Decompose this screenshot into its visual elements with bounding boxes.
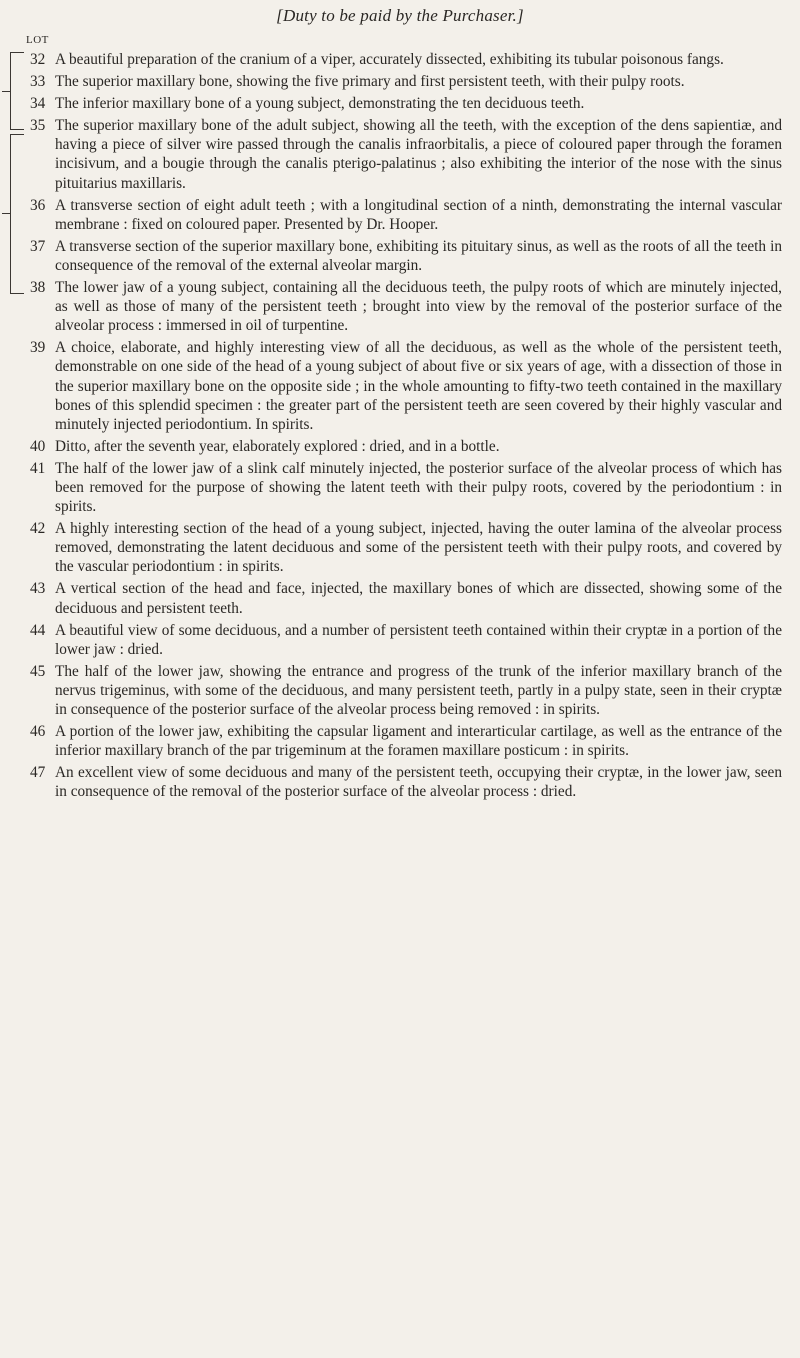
lot-number: 47 — [30, 764, 46, 782]
lot-entry — [30, 116, 782, 192]
page-header: [Duty to be paid by the Purchaser.] — [276, 6, 524, 25]
lot-number: 44 — [30, 621, 46, 639]
lot-group-brace-tip — [2, 91, 10, 92]
lot-entry — [30, 621, 782, 659]
lot-number: 38 — [30, 279, 46, 297]
lot-entry — [30, 722, 782, 760]
lot-number: 32 — [30, 51, 46, 68]
lot-entry — [30, 459, 782, 516]
lot-group-brace-32-33 — [10, 52, 24, 130]
lot-description: Ditto, after the seventh year, elaborately explored : dried, and in a bottle. — [55, 437, 500, 455]
lot-group-brace-34-35 — [10, 134, 24, 294]
lot-number: 41 — [30, 459, 46, 477]
lot-description: A vertical section of the head and face, injected, the maxillary bones of which are dissected, showing some of the deciduous and persistent teeth. — [55, 580, 782, 617]
lot-description: A choice, elaborate, and highly interesting view of all the deciduous, as well as the whole of the persistent teeth, demonstrable on one side of the head of a young subject of about five or six years of age, with a dissection of those in the superior maxillary bone on the opposite side ; in the whole amounting to fifty-two teeth contained in the maxillary bones of this splendid specimen : the greater part of the persistent teeth are seen covered by their highly vascular and minutely injected periodontium. In spirits. — [55, 339, 782, 433]
lot-description: The inferior maxillary bone of a young subject, demonstrating the ten deciduous teeth. — [55, 95, 585, 113]
lot-column-label: LOT — [26, 34, 49, 46]
lot-number: 34 — [30, 95, 46, 113]
lot-number: 43 — [30, 580, 46, 598]
lot-entry — [30, 196, 782, 234]
lot-description: The superior maxillary bone, showing the five primary and first persistent teeth, with their pulpy roots. — [55, 73, 685, 91]
lot-description: The superior maxillary bone of the adult subject, showing all the teeth, with the exception of the dens sapientiæ, and having a piece of silver wire passed through the canalis infraorbitalis, a piece of coloured paper through the foramen incisivum, and a bougie through the canalis pterigo-palatinus ; also exhibiting the interior of the nose with the sinus pituitarius maxillaris. — [55, 117, 782, 192]
lot-entry — [30, 72, 782, 91]
lot-entry — [30, 763, 782, 801]
lot-number: 36 — [30, 196, 46, 214]
lot-description: A transverse section of eight adult teeth ; with a longitudinal section of a ninth, demonstrating the internal vascular membrane : fixed on coloured paper. Presented by Dr. Hooper. — [55, 196, 782, 233]
lot-entry — [30, 519, 782, 576]
lot-entry — [30, 94, 782, 113]
lot-entry — [30, 662, 782, 719]
lot-entry — [30, 50, 782, 69]
lot-description: The half of the lower jaw, showing the entrance and progress of the trunk of the inferior maxillary branch of the nervus trigeminus, with some of the deciduous, and many persistent teeth, partly in a pulpy state, seen in their cryptæ in consequence of the posterior surface of the alveolar process being removed : in spirits. — [55, 662, 782, 718]
lot-description: A transverse section of the superior maxillary bone, exhibiting its pituitary sinus, as well as the roots of all the teeth in consequence of the removal of the external alveolar margin. — [55, 237, 782, 274]
lot-entry — [30, 278, 782, 335]
lot-number: 45 — [30, 662, 46, 680]
lot-number: 42 — [30, 520, 46, 538]
lot-number: 39 — [30, 339, 46, 357]
lot-description: A beautiful view of some deciduous, and a number of persistent teeth contained within their cryptæ in a portion of the lower jaw : dried. — [55, 621, 782, 658]
lot-description: A portion of the lower jaw, exhibiting the capsular ligament and interarticular cartilage, as well as the entrance of the inferior maxillary branch of the par trigeminum at the foramen maxillare posticum : in spirits. — [55, 723, 782, 760]
lot-number: 40 — [30, 437, 46, 455]
lot-entry — [30, 237, 782, 275]
lot-entries — [30, 50, 782, 804]
lot-entry — [30, 437, 782, 456]
lot-description: A beautiful preparation of the cranium of a viper, accurately dissected, exhibiting its tubular poisonous fangs. — [55, 51, 724, 68]
lot-number: 33 — [30, 73, 46, 91]
lot-description: The lower jaw of a young subject, containing all the deciduous teeth, the pulpy roots of which are minutely injected, as well as those of many of the persistent teeth ; brought into view by the removal of the posterior surface of the alveolar process : immersed in oil of turpentine. — [55, 279, 782, 335]
lot-number: 35 — [30, 117, 46, 135]
lot-description: A highly interesting section of the head of a young subject, injected, having the outer lamina of the alveolar process removed, demonstrating the latent deciduous and some of the persistent teeth with their pulpy roots, and covered by the vascular periodontium : in spirits. — [55, 520, 782, 576]
lot-group-brace-tip — [2, 213, 10, 214]
lot-entry — [30, 338, 782, 433]
lot-description: An excellent view of some deciduous and many of the persistent teeth, occupying their cryptæ, in the lower jaw, seen in consequence of the removal of the posterior surface of the alveolar process : dried. — [55, 764, 782, 801]
lot-number: 46 — [30, 723, 46, 741]
lot-entry — [30, 579, 782, 617]
lot-description: The half of the lower jaw of a slink calf minutely injected, the posterior surface of the alveolar process of which has been removed for the purpose of showing the latent teeth with their pulpy roots, covered by the periodontium : in spirits. — [55, 459, 782, 516]
lot-number: 37 — [30, 237, 46, 255]
